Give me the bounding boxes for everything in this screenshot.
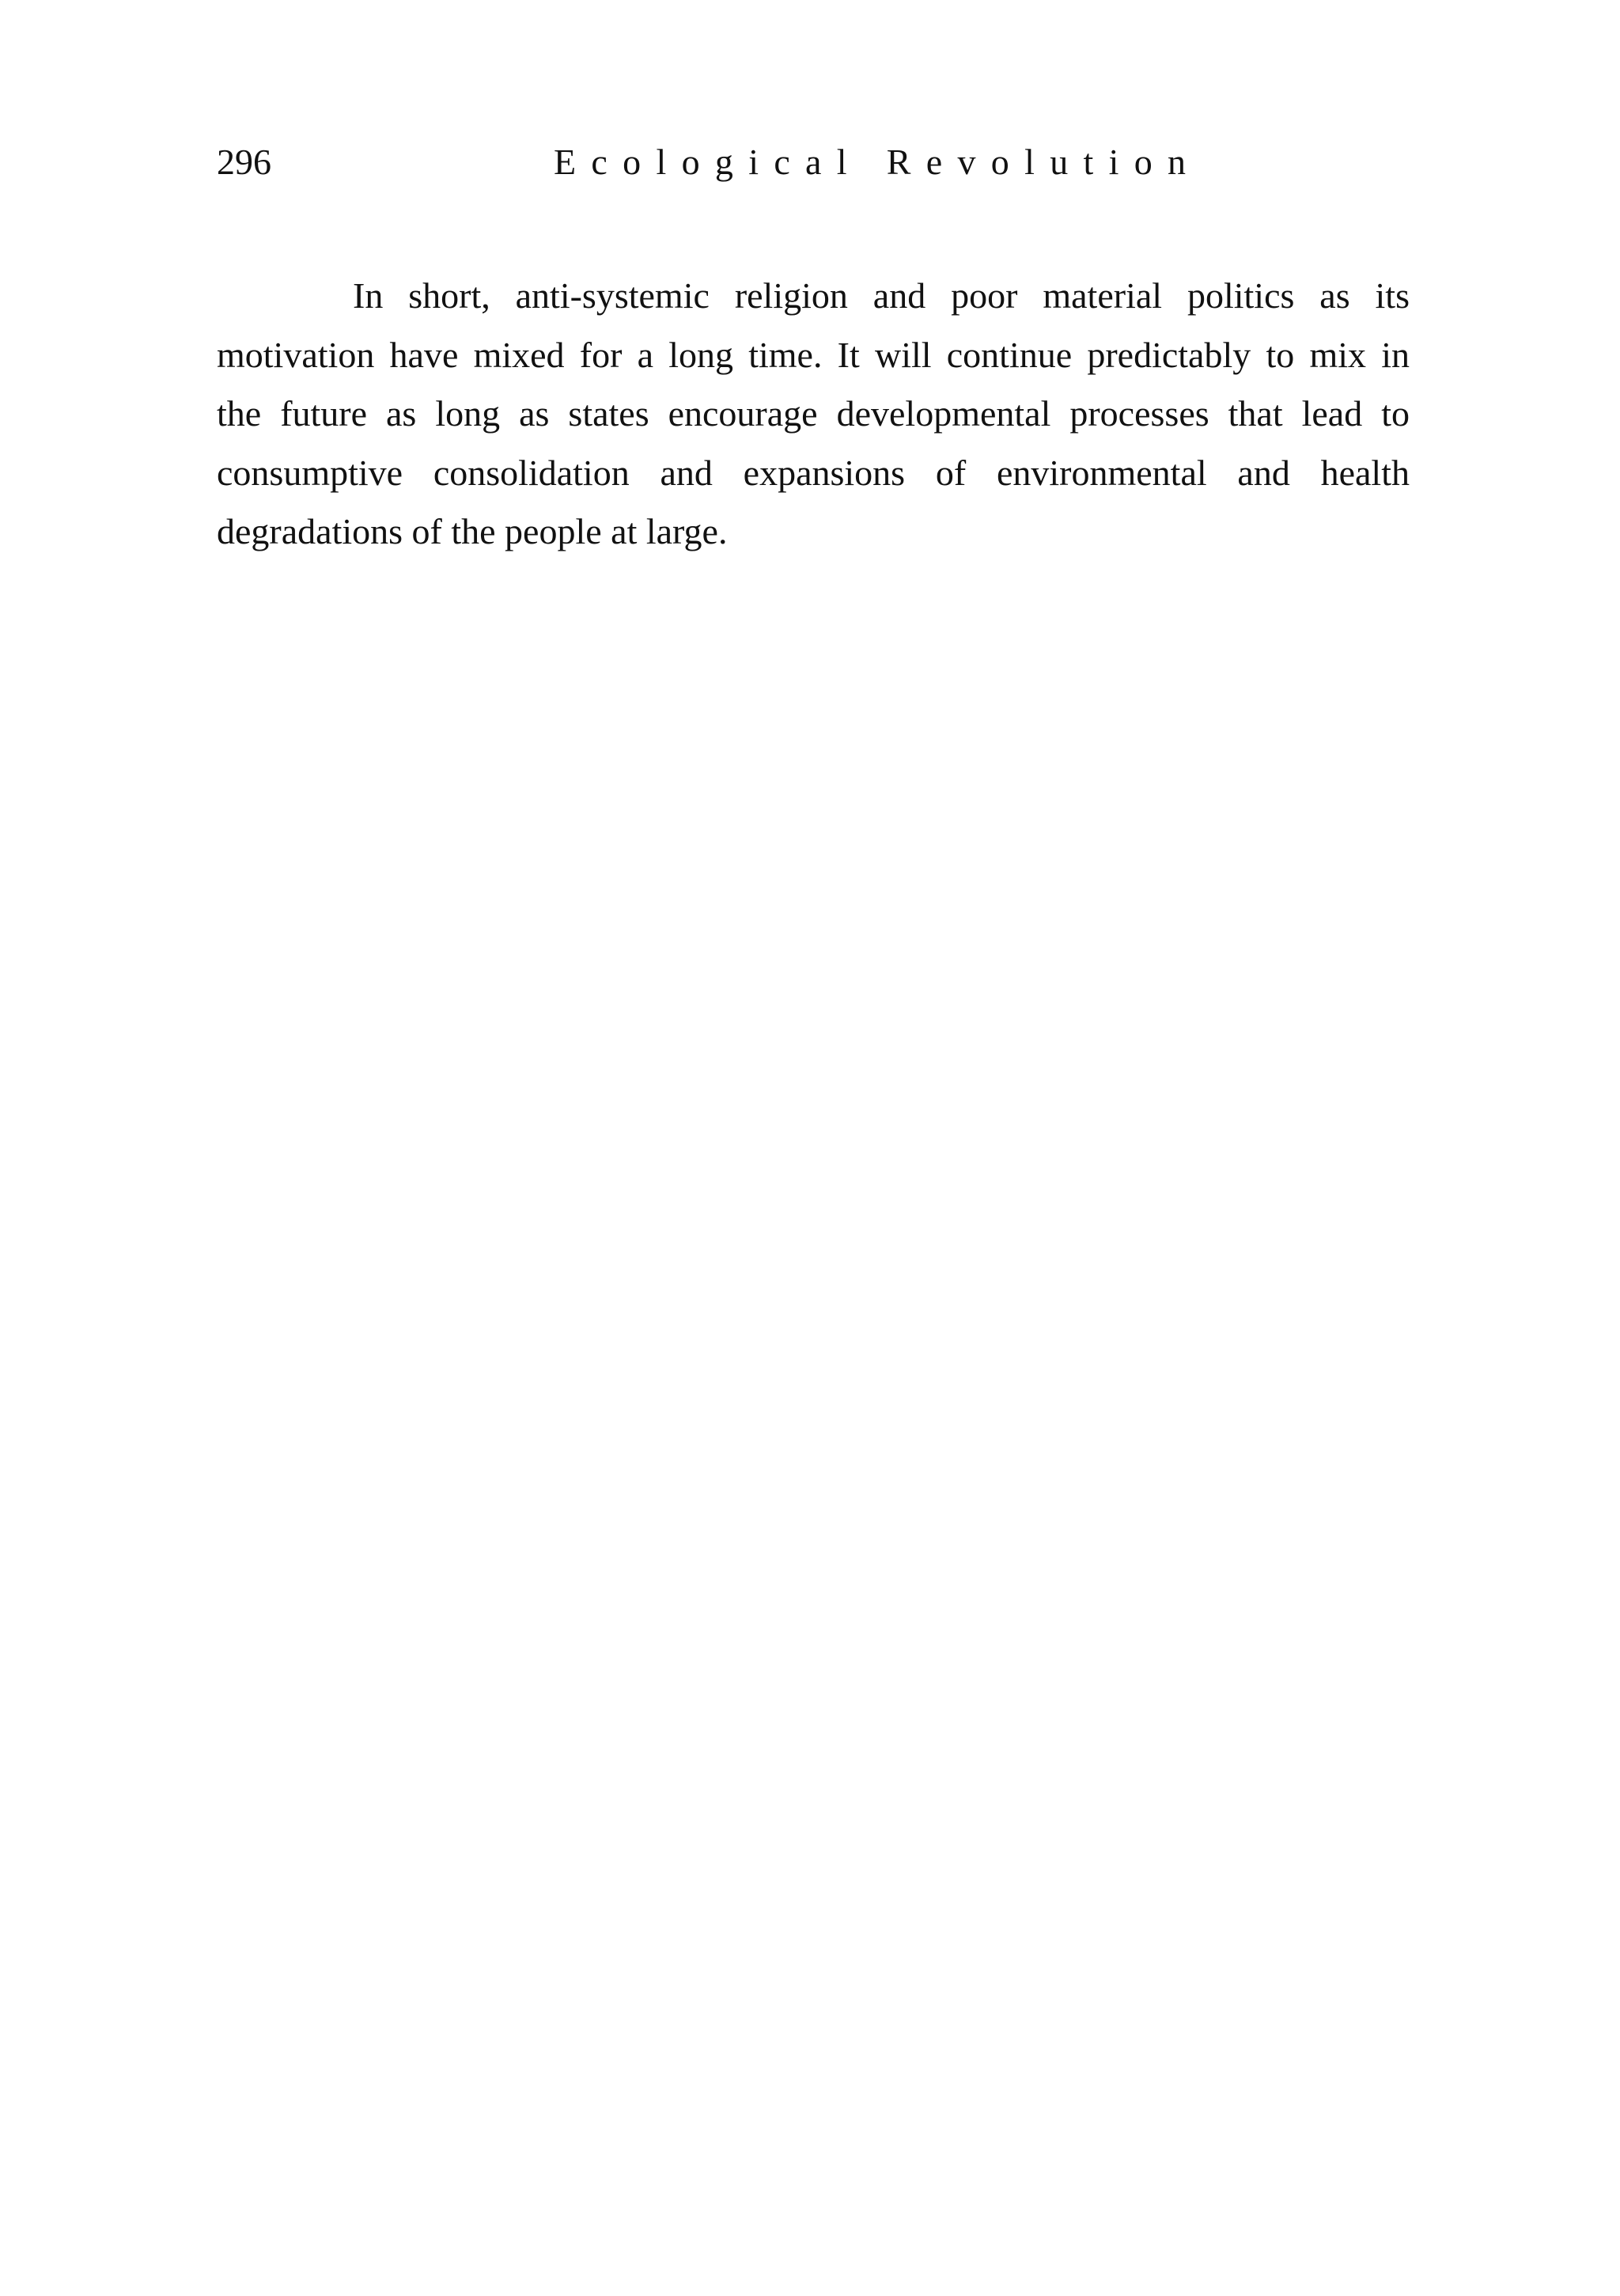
paragraph-line: In short, anti-systemic religion and poor material politics as its	[353, 275, 1410, 316]
paragraph-line: motivation have mixed for a long time. It will continue predictably to mix in	[217, 334, 1410, 375]
paragraph	[217, 267, 1410, 562]
running-header	[217, 135, 1410, 190]
paragraph-line: the future as long as states encourage developmental processes that lead to	[217, 393, 1410, 434]
paragraph-line: degradations of the people at large.	[217, 511, 728, 551]
paragraph-line: consumptive consolidation and expansions of environmental and health	[217, 452, 1410, 493]
body-text	[217, 267, 1410, 562]
running-title: Ecological Revolution	[554, 142, 1202, 182]
page-number: 296	[217, 142, 271, 182]
